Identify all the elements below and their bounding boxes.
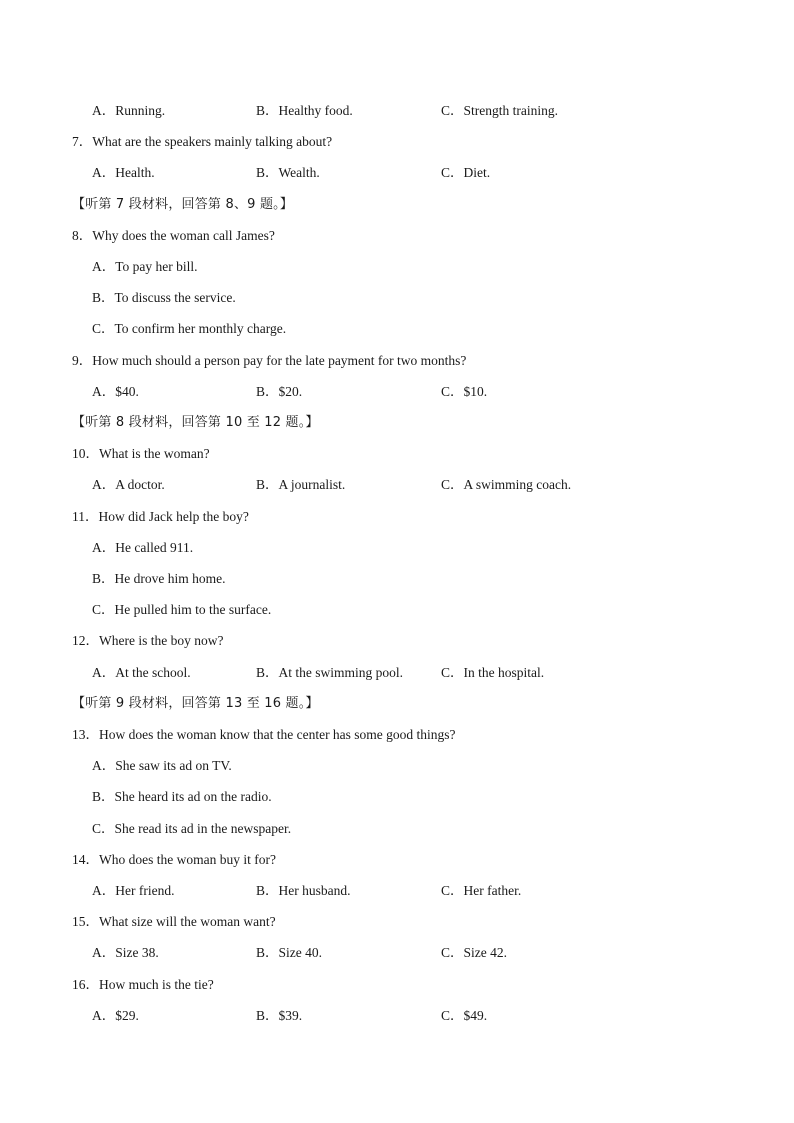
answer-option: B．A journalist.	[256, 477, 346, 493]
answer-option: A．Health.	[92, 165, 155, 181]
answer-option: B．Her husband.	[256, 883, 351, 898]
answer-option: C．In the hospital.	[441, 664, 545, 680]
answer-option: B．Size 40.	[256, 945, 322, 961]
answer-option: A．At the school.	[92, 664, 191, 680]
section-header: 【听第 7 段材料，回答第 8、9 题。】	[72, 196, 294, 212]
answer-option: B．Wealth.	[256, 165, 320, 181]
section-header: 【听第 8 段材料，回答第 10 至 12 题。】	[72, 415, 319, 430]
question-text: 13．How does the woman know that the center has some good things?	[72, 727, 456, 742]
question-text: 9．How much should a person pay for the late payment for two months?	[72, 352, 467, 368]
answer-option: A．Size 38.	[92, 945, 159, 961]
answer-option: B．To discuss the service.	[92, 290, 236, 306]
question-text: 16．How much is the tie?	[72, 976, 214, 992]
answer-option: C．$10.	[441, 383, 488, 399]
question-text: 15．What size will the woman want?	[72, 914, 276, 930]
question-text: 12．Where is the boy now?	[72, 633, 224, 649]
answer-option: A．A doctor.	[92, 477, 165, 493]
answer-option: B．He drove him home.	[92, 571, 226, 586]
answer-option: C．To confirm her monthly charge.	[92, 321, 287, 337]
answer-option: C．A swimming coach.	[441, 477, 572, 493]
answer-option: A．He called 911.	[92, 539, 194, 555]
answer-option: A．To pay her bill.	[92, 259, 198, 274]
answer-option: C．Her father.	[441, 883, 522, 898]
answer-option: A．$40.	[92, 383, 139, 399]
answer-option: B．$20.	[256, 383, 303, 399]
question-text: 8．Why does the woman call James?	[72, 227, 275, 243]
answer-option: C．Diet.	[441, 165, 491, 181]
answer-option: C．He pulled him to the surface.	[92, 602, 272, 618]
answer-option: C．Strength training.	[441, 103, 558, 118]
answer-option: A．$29.	[92, 1007, 139, 1023]
question-text: 7．What are the speakers mainly talking about?	[72, 134, 333, 150]
answer-option: A．Running.	[92, 103, 166, 118]
answer-option: B．$39.	[256, 1007, 303, 1023]
question-text: 10．What is the woman?	[72, 446, 210, 462]
answer-option: A．She saw its ad on TV.	[92, 758, 232, 774]
answer-option: C．$49.	[441, 1007, 488, 1023]
answer-option: A．Her friend.	[92, 883, 175, 898]
question-text: 11．How did Jack help the boy?	[72, 508, 249, 524]
question-text: 14．Who does the woman buy it for?	[72, 851, 276, 867]
answer-option: C．Size 42.	[441, 945, 507, 961]
section-header: 【听第 9 段材料，回答第 13 至 16 题。】	[72, 695, 319, 711]
answer-option: B．She heard its ad on the radio.	[92, 789, 272, 805]
answer-option: B．At the swimming pool.	[256, 664, 404, 680]
answer-option: C．She read its ad in the newspaper.	[92, 820, 292, 836]
answer-option: B．Healthy food.	[256, 103, 353, 118]
